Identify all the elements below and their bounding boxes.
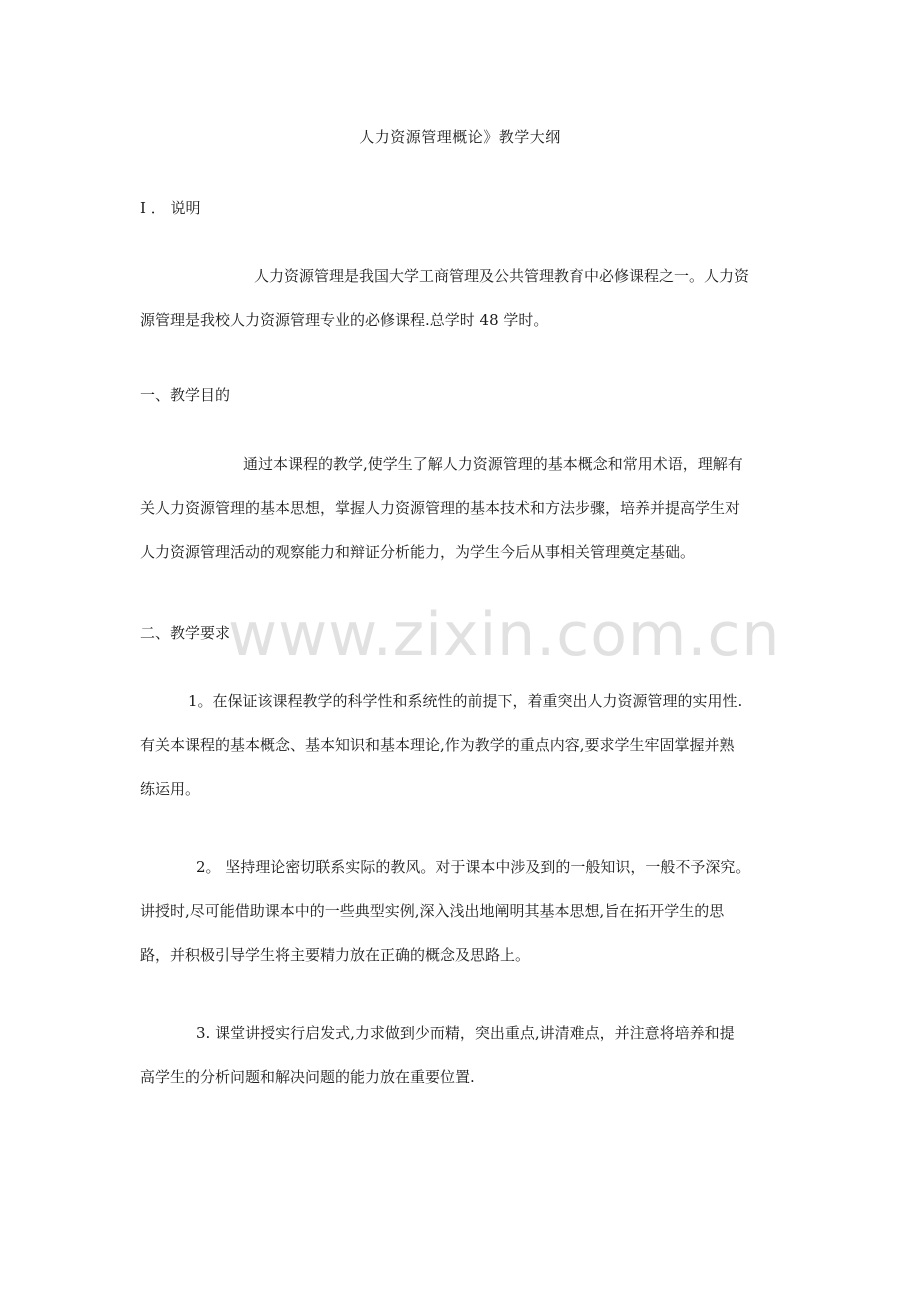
requirement-item-3 <box>140 1011 788 1099</box>
paragraph-line: 源管理是我校人力资源管理专业的必修课程.总学时 48 学时。 <box>140 311 549 329</box>
paragraph-line: 人力资源管理是我国大学工商管理及公共管理教育中必修课程之一。人力资 <box>254 267 750 285</box>
paragraph-line: 有关本课程的基本概念、基本知识和基本理论,作为教学的重点内容,要求学生牢固掌握并熟 <box>140 736 735 754</box>
paragraph-line: 人力资源管理活动的观察能力和辩证分析能力，为学生今后从事相关管理奠定基础。 <box>140 543 696 561</box>
paragraph-line: 讲授时,尽可能借助课本中的一些典型实例,深入浅出地阐明其基本思想,旨在拓开学生的思 <box>140 902 725 920</box>
section-heading-teaching-requirements: 二、教学要求 <box>140 624 231 642</box>
teaching-purpose-paragraph <box>140 442 788 574</box>
paragraph-line: 高学生的分析问题和解决问题的能力放在重要位置. <box>140 1068 475 1086</box>
watermark-text: www.zixin.com.cn <box>228 600 781 670</box>
paragraph-line: 通过本课程的教学,使学生了解人力资源管理的基本概念和常用术语，理解有 <box>243 455 743 473</box>
paragraph-line: 练运用。 <box>140 780 201 798</box>
paragraph-line: 3. 课堂讲授实行启发式,力求做到少而精，突出重点,讲清难点，并注意将培养和提 <box>196 1024 735 1042</box>
paragraph-line: 关人力资源管理的基本思想，掌握人力资源管理的基本技术和方法步骤，培养并提高学生对 <box>140 499 741 517</box>
paragraph-line: 1。在保证该课程教学的科学性和系统性的前提下，着重突出人力资源管理的实用性. <box>188 692 743 710</box>
paragraph-line: 路，并积极引导学生将主要精力放在正确的概念及思路上。 <box>140 946 531 964</box>
document-title: 人力资源管理概论》教学大纲 <box>359 128 561 146</box>
requirement-item-1 <box>140 679 788 811</box>
requirement-item-2 <box>140 845 788 977</box>
section-heading-explanation: Ⅰ ． 说明 <box>140 199 201 217</box>
section-heading-teaching-purpose: 一、教学目的 <box>140 386 231 404</box>
explanation-paragraph <box>140 254 788 342</box>
paragraph-line: 2。 坚持理论密切联系实际的教风。对于课本中涉及到的一般知识，一般不予深究。 <box>196 858 751 876</box>
